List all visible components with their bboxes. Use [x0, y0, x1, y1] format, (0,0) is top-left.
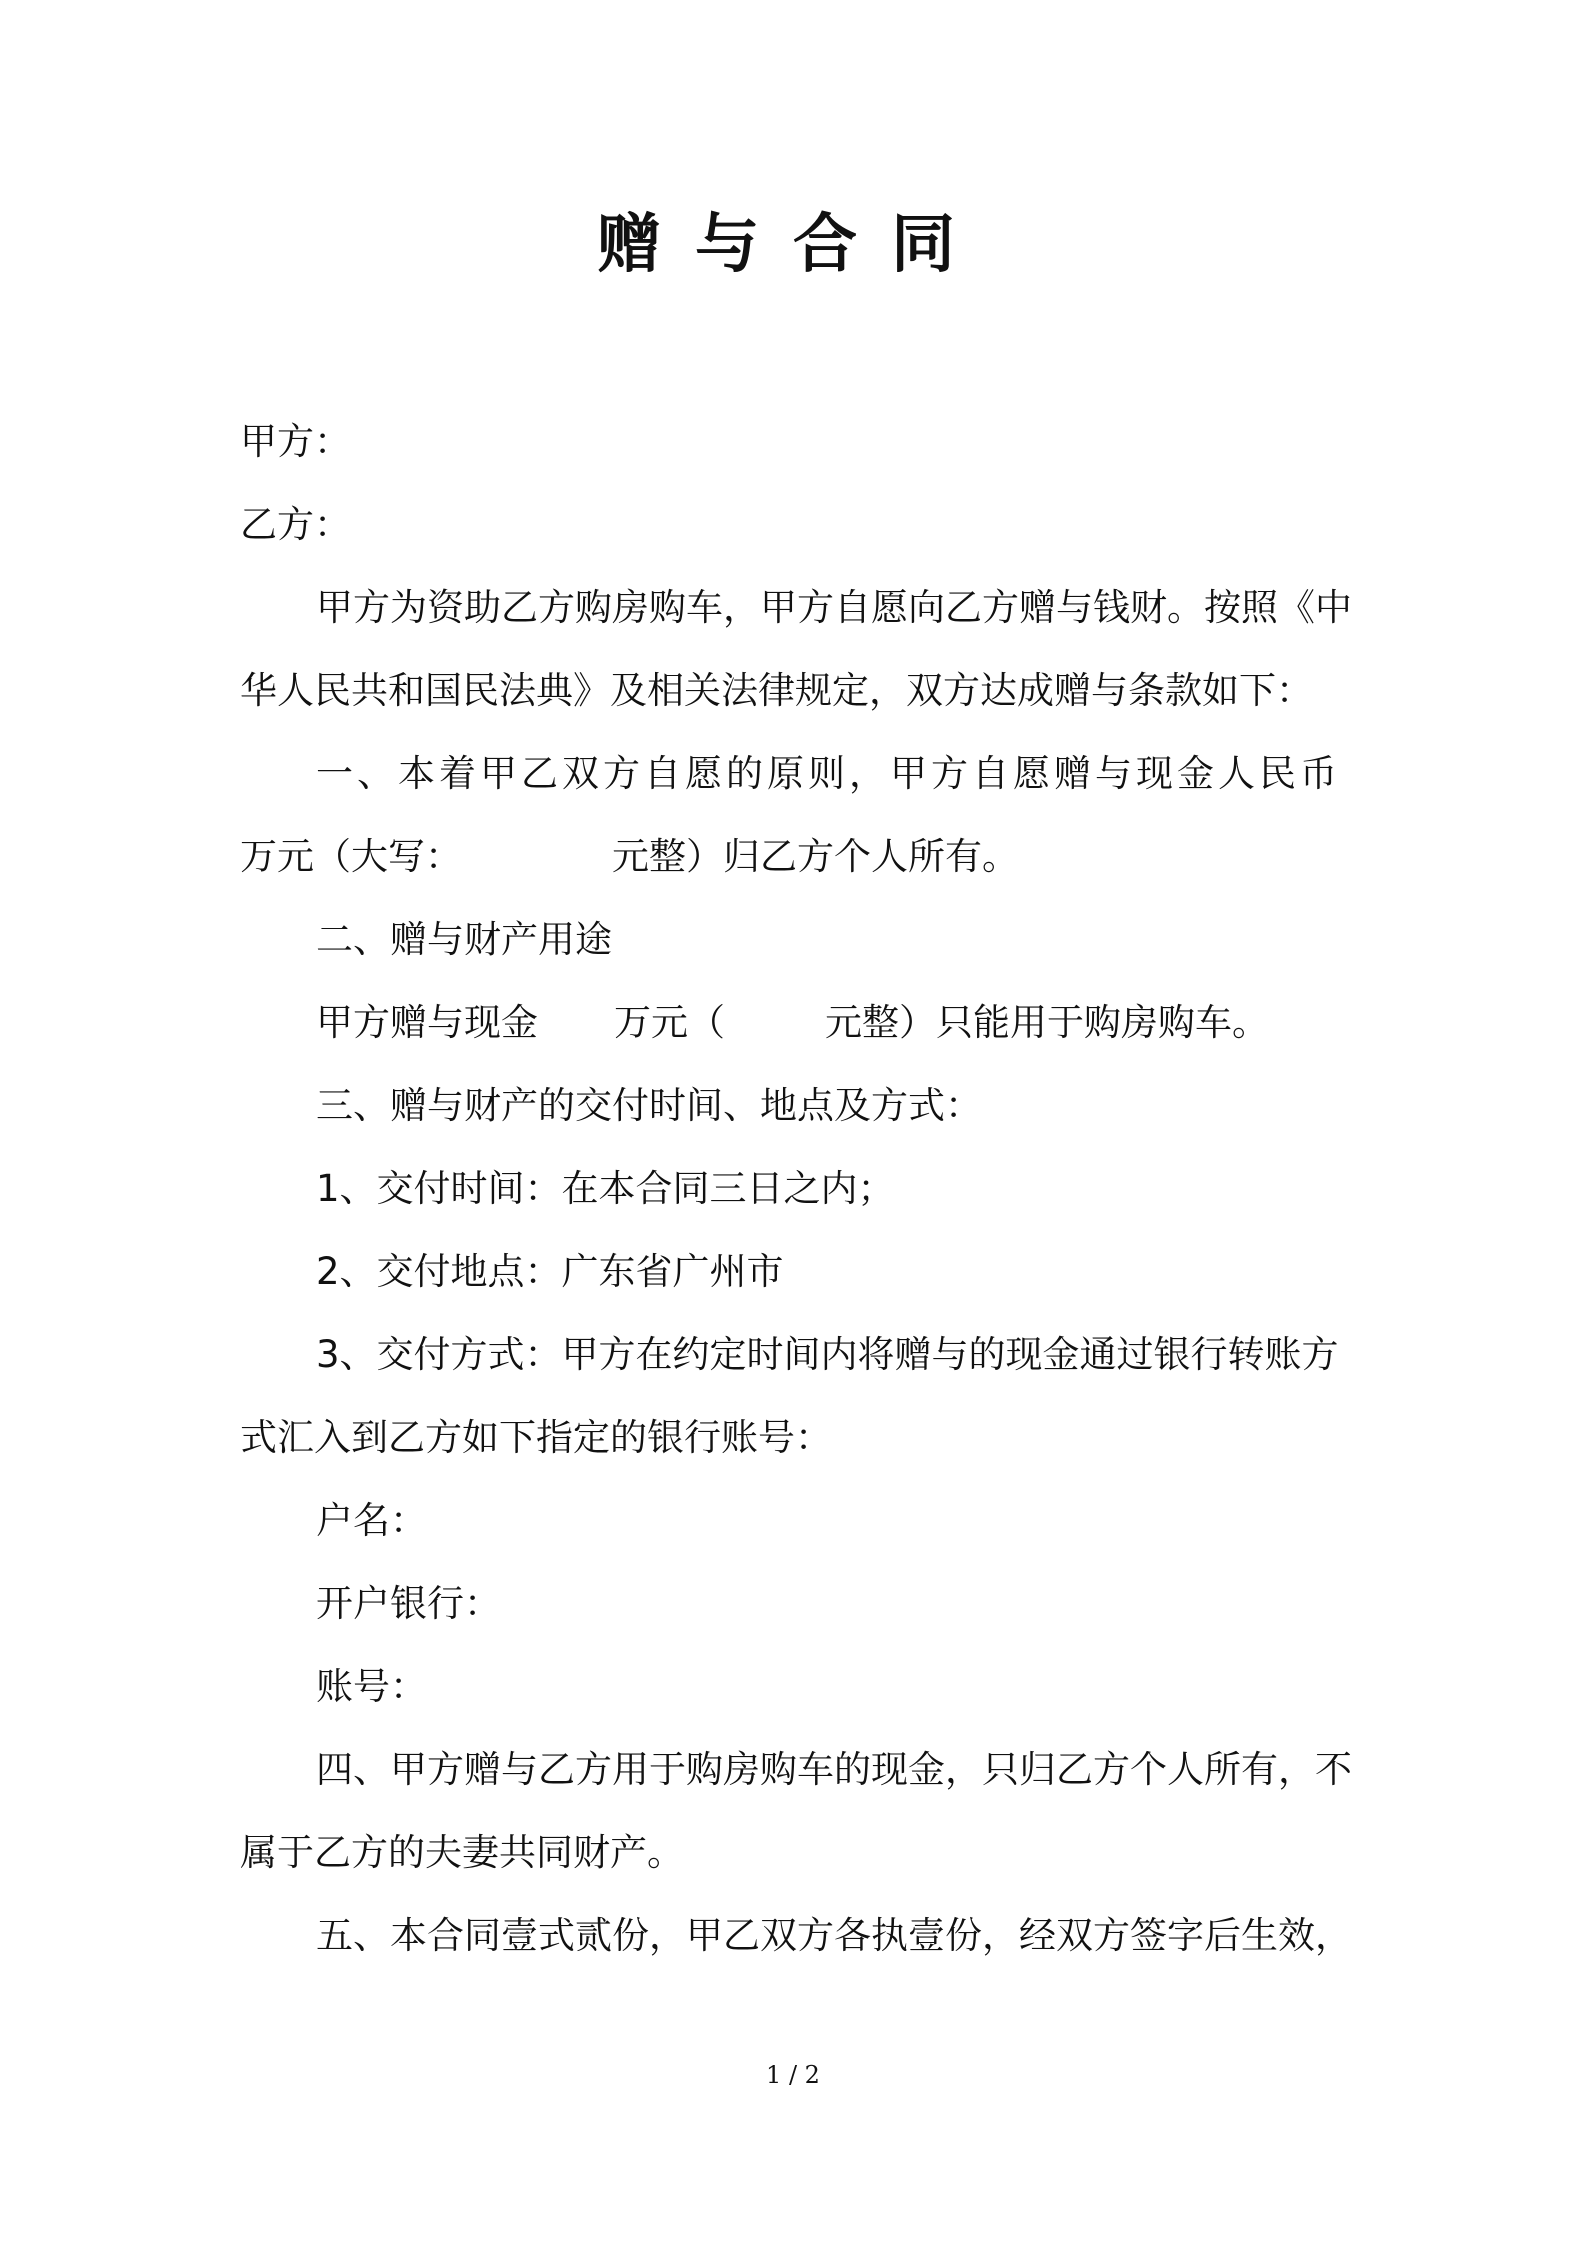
document-title: 赠与合同 — [597, 208, 989, 282]
clause-2-unit-label: 万元（ — [614, 1001, 725, 1044]
intro-line-2: 华人民共和国民法典》及相关法律规定，双方达成赠与条款如下： — [240, 669, 1313, 712]
clause-1-line-1: 一、本着甲乙双方自愿的原则，甲方自愿赠与现金人民币 — [316, 752, 1341, 795]
intro-line-1: 甲方为资助乙方购房购车，甲方自愿向乙方赠与钱财。按照《中 — [316, 586, 1352, 629]
clause-2-usage-text: 元整）只能用于购房购车。 — [825, 1001, 1269, 1044]
clause-1-ownership-text: 元整）归乙方个人所有。 — [612, 835, 1019, 878]
clause-2-cash-label: 甲方赠与现金 — [316, 1001, 538, 1044]
clause-3-method-line-2: 式汇入到乙方如下指定的银行账号： — [240, 1416, 832, 1459]
clause-2-line — [240, 981, 1350, 1064]
party-b-line: 乙方： — [240, 503, 351, 546]
clause-1-amount-label: 万元（大写： — [240, 835, 462, 878]
bank-line: 开户银行： — [316, 1582, 501, 1625]
clause-5-line-1: 五、本合同壹式贰份，甲乙双方各执壹份，经双方签字后生效， — [316, 1914, 1352, 1957]
clause-1-line-2 — [240, 815, 1350, 898]
clause-4-line-1: 四、甲方赠与乙方用于购房购车的现金，只归乙方个人所有，不 — [316, 1748, 1352, 1791]
document-body — [240, 400, 1350, 1977]
clause-2-title: 二、赠与财产用途 — [316, 918, 612, 961]
clause-3-title: 三、赠与财产的交付时间、地点及方式： — [316, 1084, 982, 1127]
party-a-line: 甲方： — [240, 420, 351, 463]
clause-4-line-2: 属于乙方的夫妻共同财产。 — [240, 1831, 684, 1874]
clause-3-method-line-1: 3、交付方式：甲方在约定时间内将赠与的现金通过银行转账方 — [316, 1333, 1339, 1376]
account-name-line: 户名： — [316, 1499, 427, 1542]
page-number: 1 / 2 — [766, 2061, 820, 2089]
clause-3-place: 2、交付地点：广东省广州市 — [316, 1250, 784, 1293]
clause-3-time: 1、交付时间：在本合同三日之内； — [316, 1167, 895, 1210]
account-number-line: 账号： — [316, 1665, 427, 1708]
